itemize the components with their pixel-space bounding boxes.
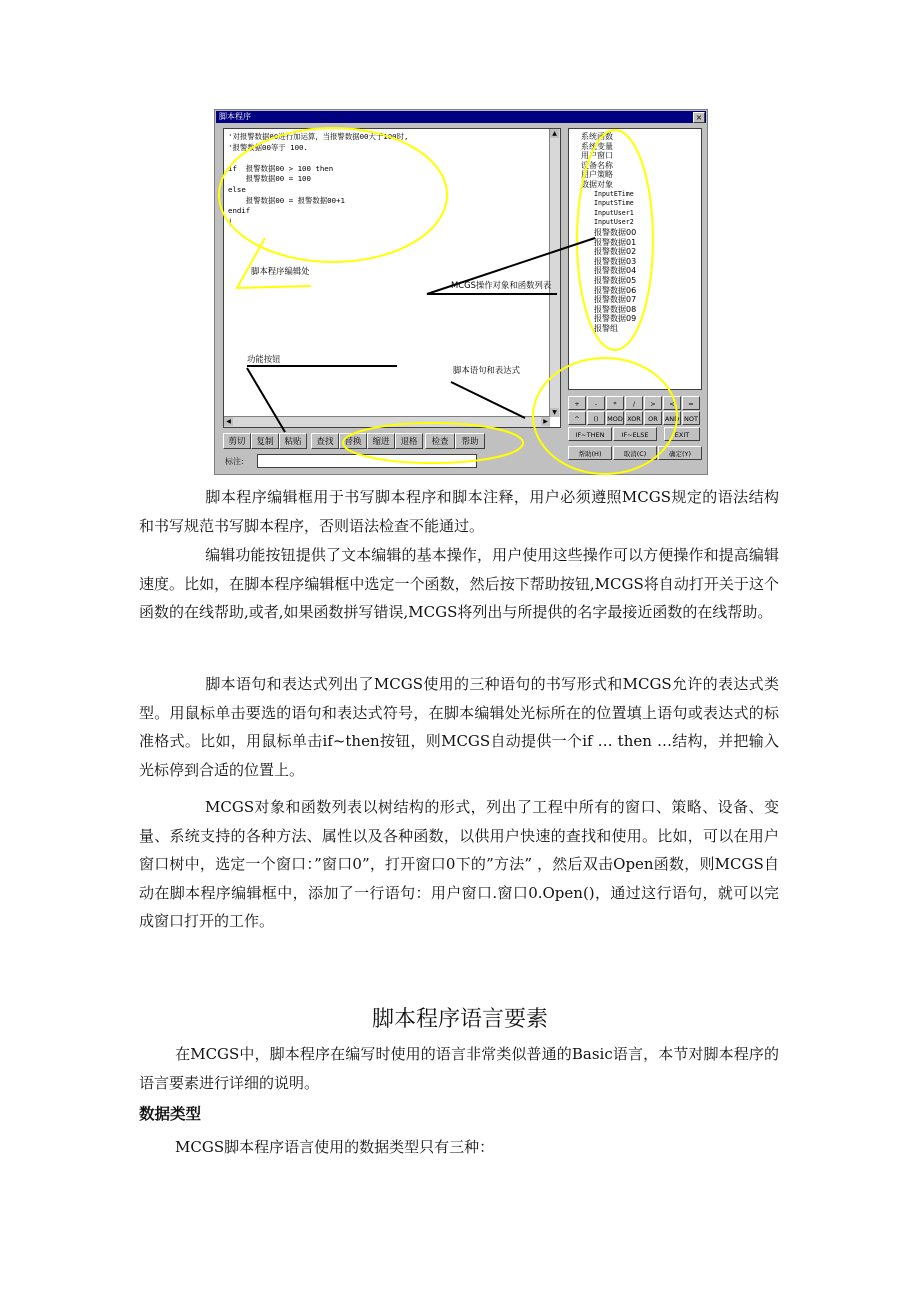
note-label: 标注: — [225, 457, 244, 466]
tree-item[interactable]: 报警数据08 — [594, 304, 637, 314]
statement-button[interactable]: EXIT — [664, 427, 700, 441]
callout-editor: 脚本程序编辑处 — [251, 266, 310, 276]
script-editor[interactable] — [223, 128, 561, 428]
paragraph-editor-text: 脚本程序编辑框用于书写脚本程序和脚本注释，用户必须遵照MCGS规定的语法结构和书写规范书写脚本程序，否则语法检查不能通过。 — [139, 488, 779, 535]
paragraph-function-buttons-text: 编辑功能按钮提供了文本编辑的基本操作，用户使用这些操作可以方便操作和提高编辑速度。比如，在脚本程序编辑框中选定一个函数，然后按下帮助按钮,MCGS将自动打开关于这个函数的在线帮助,或者,如果函数拼写错误,MCGS将列出与所提供的名字最接近函数的在线帮助。 — [139, 546, 779, 622]
tree-item[interactable]: 用户策略 — [581, 170, 613, 180]
tree-item[interactable]: 系统函数 — [581, 132, 613, 141]
tree-item[interactable]: 报警数据00 — [594, 227, 637, 237]
scroll-up-icon[interactable]: ▲ — [550, 129, 559, 138]
tree-list — [572, 132, 636, 333]
tree-item[interactable]: InputUser1 — [594, 208, 634, 217]
close-button[interactable]: × — [693, 112, 705, 123]
operator-button[interactable]: () — [587, 411, 605, 425]
operator-button[interactable]: ^ — [568, 411, 586, 425]
tree-item[interactable]: 系统变量 — [581, 141, 613, 151]
tree-item[interactable]: 报警数据02 — [594, 247, 637, 257]
operator-button[interactable]: AND — [663, 411, 681, 425]
dialog-button[interactable]: 帮助(H) — [568, 446, 612, 460]
scroll-right-icon[interactable]: ▶ — [541, 417, 550, 426]
tree-item[interactable]: 报警数据04 — [594, 266, 637, 276]
tree-item[interactable]: 报警数据06 — [594, 285, 637, 295]
operator-button[interactable]: + — [568, 396, 586, 410]
dialog-button[interactable]: 取消(C) — [613, 446, 657, 460]
operator-button[interactable]: NOT — [682, 411, 700, 425]
paragraph-intro-text: 在MCGS中，脚本程序在编写时使用的语言非常类似普通的Basic语言，本节对脚本程序的语言要素进行详细的说明。 — [139, 1045, 779, 1092]
statement-button[interactable]: IF~THEN — [568, 427, 612, 441]
tree-item[interactable]: 报警数据09 — [594, 314, 637, 324]
tree-item[interactable]: 报警数据07 — [594, 295, 637, 305]
window-titlebar — [216, 111, 706, 123]
function-button[interactable]: 帮助 — [455, 433, 485, 449]
paragraph-intro — [139, 1040, 779, 1097]
tree-item[interactable]: 报警组 — [594, 323, 618, 333]
tree-item[interactable]: 用户窗口 — [581, 151, 613, 161]
operator-button[interactable]: * — [606, 396, 624, 410]
editor-horizontal-scrollbar[interactable] — [224, 416, 550, 427]
script-editor-screenshot — [214, 109, 708, 475]
paragraph-function-buttons — [139, 541, 779, 627]
function-button[interactable]: 替换 — [339, 433, 367, 449]
operator-button[interactable]: MOD — [606, 411, 624, 425]
callout-function-buttons: 功能按钮 — [247, 354, 281, 364]
paragraph-statements-text: 脚本语句和表达式列出了MCGS使用的三种语句的书写形式和MCGS允许的表达式类型。用鼠标单击要选的语句和表达式符号，在脚本编辑处光标所在的位置填上语句或表达式的标准格式。比如，用鼠标单击if~then按钮，则MCGS自动提供一个if … then …结构，并把输入光标停到合适的位置上。 — [139, 675, 779, 779]
paragraph-data-types-text: MCGS脚本程序语言使用的数据类型只有三种： — [175, 1138, 495, 1156]
paragraph-data-types — [139, 1133, 779, 1162]
function-button[interactable]: 退格 — [395, 433, 423, 449]
paragraph-statements — [139, 670, 779, 784]
tree-item[interactable]: 报警数据03 — [594, 256, 637, 266]
note-input[interactable] — [257, 454, 477, 468]
statement-button[interactable]: IF~ELSE — [613, 427, 657, 441]
operator-button[interactable]: XOR — [625, 411, 643, 425]
scroll-down-icon[interactable]: ▼ — [550, 408, 559, 417]
tree-item[interactable]: InputETime — [594, 189, 634, 198]
function-button[interactable]: 缩进 — [367, 433, 395, 449]
editor-vertical-scrollbar[interactable] — [549, 129, 560, 417]
tree-item[interactable]: 报警数据05 — [594, 275, 637, 285]
subheading-data-types: 数据类型 — [139, 1105, 202, 1123]
paragraph-object-tree — [139, 793, 779, 936]
function-button[interactable]: 查找 — [311, 433, 339, 449]
window-title: 脚本程序 — [219, 112, 251, 121]
operator-button[interactable]: - — [587, 396, 605, 410]
operator-button[interactable]: > — [644, 396, 662, 410]
script-code[interactable]: '对报警数据00进行加运算，当报警数据00大于100时, '报警数据00等于 100. if 报警数据00 > 100 then 报警数据00 = 100 else 报警数据00 = 报警数据00+1 endif | — [228, 132, 409, 226]
section-title: 脚本程序语言要素 — [371, 1007, 548, 1032]
operator-button[interactable]: OR — [644, 411, 662, 425]
paragraph-editor — [139, 483, 779, 540]
operator-button[interactable]: = — [682, 396, 700, 410]
tree-item[interactable]: 数据对象 — [581, 179, 613, 189]
paragraph-object-tree-text: MCGS对象和函数列表以树结构的形式，列出了工程中所有的窗口、策略、设备、变量、系统支持的各种方法、属性以及各种函数，以供用户快速的查找和使用。比如，可以在用户窗口树中，选定一个窗口：”窗口0”，打开窗口0下的”方法” ，然后双击Open函数，则MCGS自动在脚本程序编辑框中，添加了一行语句：用户窗口.窗口0.Open()，通过这行语句，就可以完成窗口打开的工作。 — [139, 798, 779, 931]
function-button[interactable]: 复制 — [251, 433, 279, 449]
callout-tree: MCGS操作对象和函数列表 — [451, 280, 552, 290]
dialog-button[interactable]: 确定(Y) — [658, 446, 702, 460]
function-button[interactable]: 剪切 — [223, 433, 251, 449]
function-button[interactable]: 粘贴 — [279, 433, 307, 449]
tree-item[interactable]: InputUser2 — [594, 218, 634, 227]
function-button[interactable]: 检查 — [425, 433, 455, 449]
callout-statements: 脚本语句和表达式 — [453, 365, 520, 375]
tree-item[interactable]: 设备名称 — [581, 160, 613, 170]
operator-button[interactable]: < — [663, 396, 681, 410]
tree-item[interactable]: InputSTime — [594, 199, 634, 208]
scroll-left-icon[interactable]: ◀ — [224, 417, 233, 426]
operator-button[interactable]: / — [625, 396, 643, 410]
tree-item[interactable]: 报警数据01 — [594, 237, 637, 247]
object-function-tree[interactable] — [568, 128, 702, 390]
